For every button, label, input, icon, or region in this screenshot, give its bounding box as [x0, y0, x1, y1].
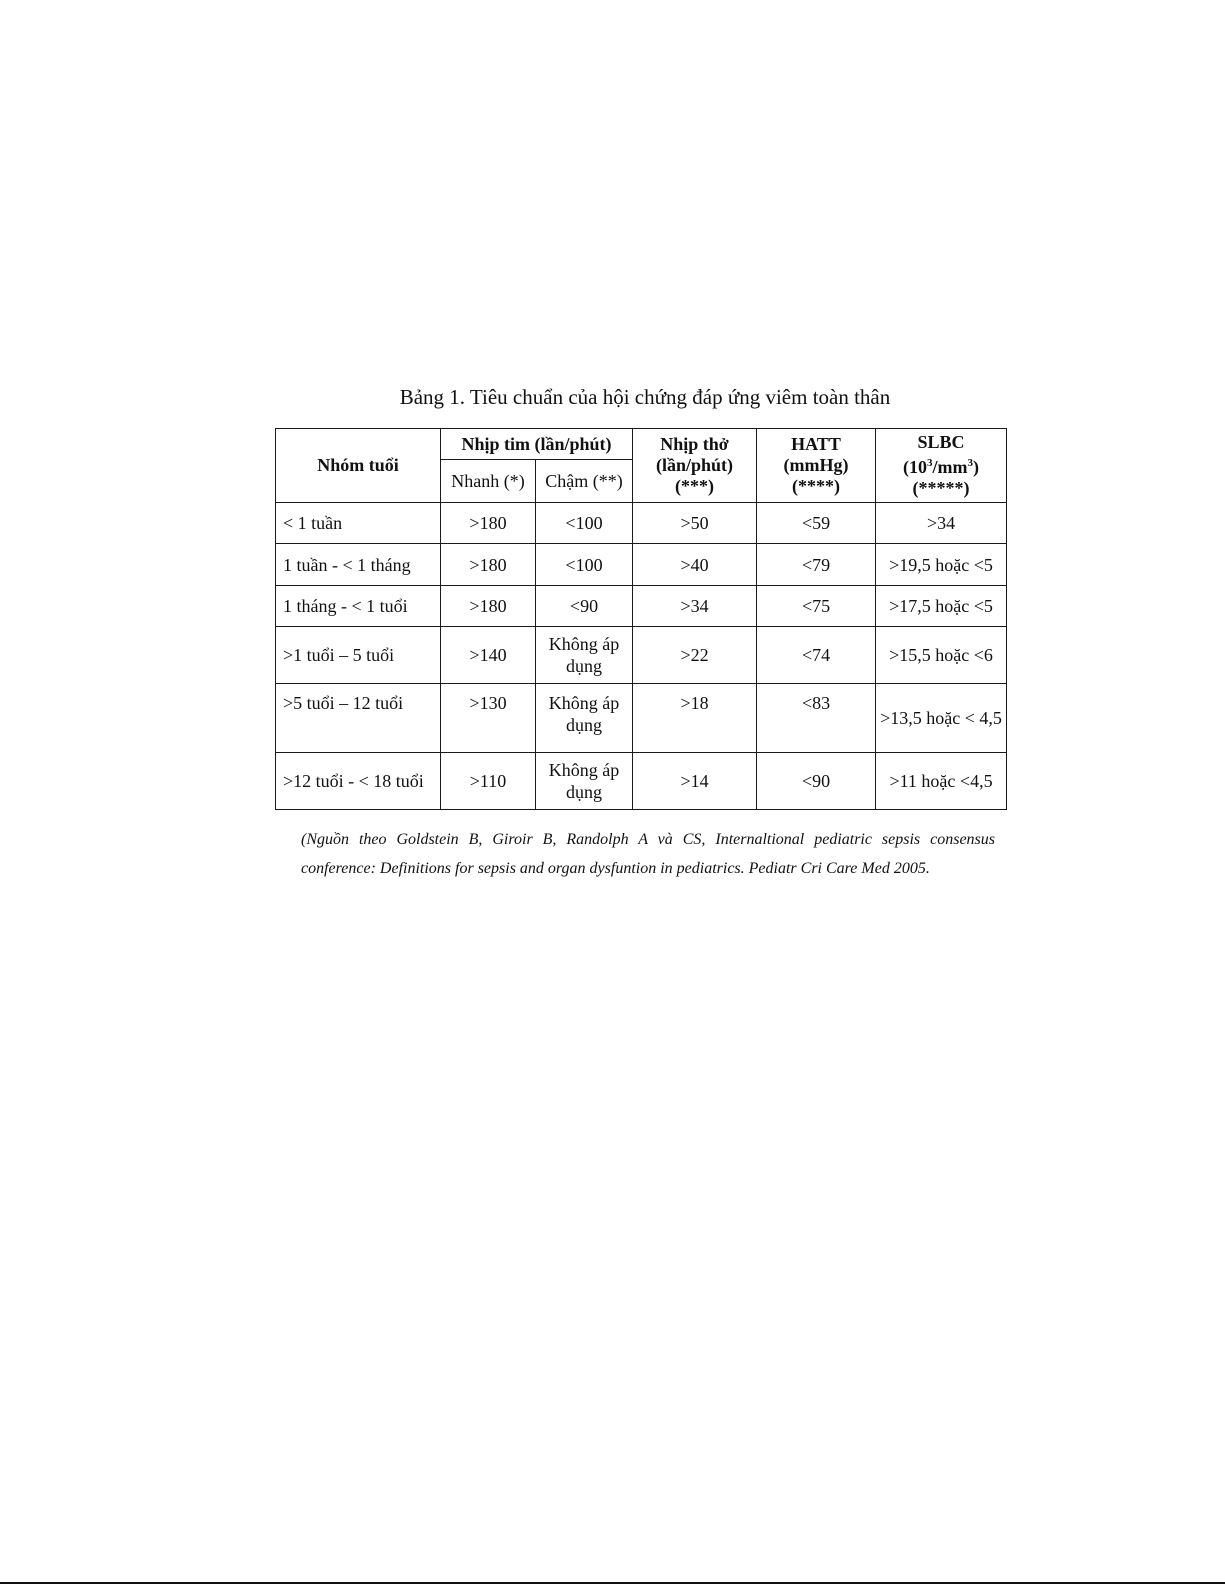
cell-age: 1 tháng - < 1 tuổi: [276, 585, 441, 626]
cell-slow: <100: [536, 544, 633, 585]
cell-wbc: >13,5 hoặc < 4,5: [876, 683, 1007, 753]
cell-slow: <100: [536, 503, 633, 544]
cell-age: >12 tuổi - < 18 tuổi: [276, 753, 441, 810]
cell-slow: Không áp dụng: [536, 753, 633, 810]
header-wbc-line1: SLBC: [917, 432, 965, 452]
cell-bp: <75: [757, 585, 876, 626]
header-respiratory-rate: [633, 429, 757, 503]
cell-wbc: >11 hoặc <4,5: [876, 753, 1007, 810]
header-systolic-bp: [757, 429, 876, 503]
header-age-group: Nhóm tuổi: [276, 429, 441, 503]
wbc-unit-mid: /mm: [932, 457, 968, 477]
cell-fast: >140: [441, 627, 536, 684]
cell-slow: Không áp dụng: [536, 683, 633, 753]
cell-age: < 1 tuần: [276, 503, 441, 544]
cell-age: >5 tuổi – 12 tuổi: [276, 683, 441, 753]
cell-wbc: >17,5 hoặc <5: [876, 585, 1007, 626]
header-resp-line1: Nhịp thở: [660, 434, 729, 454]
header-slow: Chậm (**): [536, 460, 633, 503]
header-bp-line3: (****): [792, 476, 841, 496]
cell-resp: >50: [633, 503, 757, 544]
header-wbc-count: [876, 429, 1007, 503]
cell-fast: >180: [441, 544, 536, 585]
wbc-unit-exp2: 3: [967, 457, 974, 469]
cell-resp: >14: [633, 753, 757, 810]
header-wbc-line3: (*****): [912, 478, 970, 498]
header-resp-line2: (lần/phút): [656, 455, 734, 475]
cell-age: >1 tuổi – 5 tuổi: [276, 627, 441, 684]
page-bottom-rule: [0, 1582, 1225, 1584]
source-note: (Nguồn theo Goldstein B, Giroir B, Randolph A và CS, Internaltional pediatric sepsis consensus conference: Definitions for sepsis and organ dysfuntion in pediatrics. Pediatr Cri Care Med 2005.: [301, 831, 995, 877]
cell-fast: >130: [441, 683, 536, 753]
cell-slow: Không áp dụng: [536, 627, 633, 684]
cell-fast: >180: [441, 585, 536, 626]
table-row: [276, 544, 1007, 585]
table-caption: Bảng 1. Tiêu chuẩn của hội chứng đáp ứng viêm toàn thân: [399, 385, 891, 409]
table-row: [276, 683, 1007, 753]
cell-resp: >40: [633, 544, 757, 585]
table-row: [276, 753, 1007, 810]
cell-wbc: >19,5 hoặc <5: [876, 544, 1007, 585]
header-resp-line3: (***): [675, 476, 715, 496]
sirs-criteria-table: [275, 428, 1007, 810]
cell-resp: >18: [633, 683, 757, 753]
header-wbc-line2: [880, 453, 1002, 478]
table-row: [276, 585, 1007, 626]
cell-age: 1 tuần - < 1 tháng: [276, 544, 441, 585]
table-row: [276, 503, 1007, 544]
header-fast: Nhanh (*): [441, 460, 536, 503]
cell-resp: >34: [633, 585, 757, 626]
cell-fast: >110: [441, 753, 536, 810]
cell-bp: <83: [757, 683, 876, 753]
cell-resp: >22: [633, 627, 757, 684]
wbc-unit-close: ): [973, 457, 980, 477]
cell-bp: <79: [757, 544, 876, 585]
cell-wbc: >34: [876, 503, 1007, 544]
cell-wbc: >15,5 hoặc <6: [876, 627, 1007, 684]
wbc-unit-exp1: 3: [927, 457, 933, 469]
header-bp-line2: (mmHg): [783, 455, 849, 475]
table-row: [276, 627, 1007, 684]
wbc-unit-open: (10: [903, 457, 928, 477]
cell-fast: >180: [441, 503, 536, 544]
cell-bp: <59: [757, 503, 876, 544]
cell-bp: <90: [757, 753, 876, 810]
header-bp-line1: HATT: [791, 434, 841, 454]
cell-bp: <74: [757, 627, 876, 684]
header-heart-rate: Nhịp tim (lần/phút): [441, 429, 633, 460]
cell-slow: <90: [536, 585, 633, 626]
